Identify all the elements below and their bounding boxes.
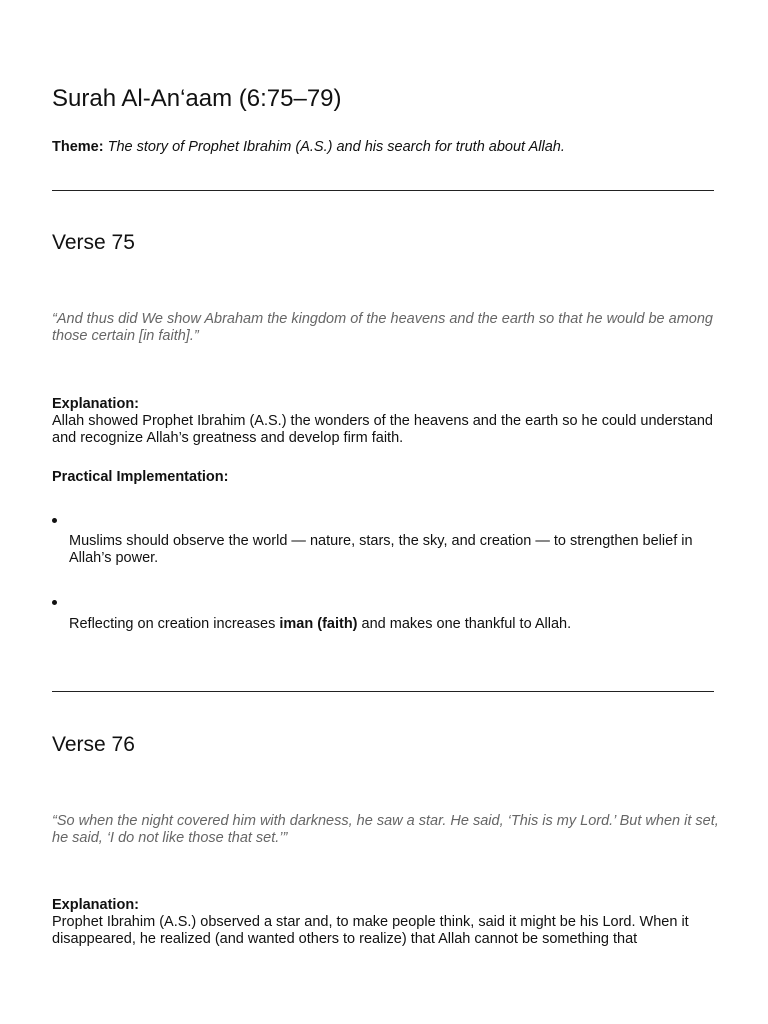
explanation-label: Explanation:: [52, 396, 140, 412]
bullet-icon: [52, 600, 57, 605]
verse-76-heading: Verse 76: [52, 733, 135, 756]
theme-line: [52, 138, 565, 156]
explanation-text: Prophet Ibrahim (A.S.) observed a star and, to make people think, said it might be his Lord. When it disappeared, he realized (and wanted others to realize) that Allah cannot be something that: [52, 914, 689, 947]
verse-75-heading: Verse 75: [52, 231, 135, 254]
list-item-text-start: Reflecting on creation increases: [69, 616, 280, 632]
verse-75-quote: “And thus did We show Abraham the kingdom of the heavens and the earth so that he would be among those certain [in faith].”: [52, 311, 713, 344]
theme-label: Theme:: [52, 139, 104, 155]
verse-76-quote: “So when the night covered him with darkness, he saw a star. He said, ‘This is my Lord.’ But when it set, he said, ‘I do not like those that set.’”: [52, 813, 719, 846]
explanation-text: Allah showed Prophet Ibrahim (A.S.) the wonders of the heavens and the earth so he could understand and recognize Allah’s greatness and develop firm faith.: [52, 413, 713, 446]
verse-75-explanation: [52, 396, 720, 447]
page-title: Surah Al-An‘aam (6:75–79): [52, 85, 342, 112]
practical-implementation-label: Practical Implementation:: [52, 469, 229, 485]
list-item: [69, 616, 719, 633]
bullet-icon: [52, 518, 57, 523]
theme-text: The story of Prophet Ibrahim (A.S.) and his search for truth about Allah.: [107, 139, 565, 155]
explanation-label: Explanation:: [52, 897, 140, 913]
divider: [52, 691, 714, 692]
list-item-emphasis: iman (faith): [279, 616, 358, 632]
verse-76-explanation: [52, 897, 720, 948]
divider: [52, 190, 714, 191]
list-item-text-end: and makes one thankful to Allah.: [357, 616, 572, 632]
list-item: Muslims should observe the world — nature, stars, the sky, and creation — to strengthen belief in Allah’s power.: [69, 533, 693, 566]
